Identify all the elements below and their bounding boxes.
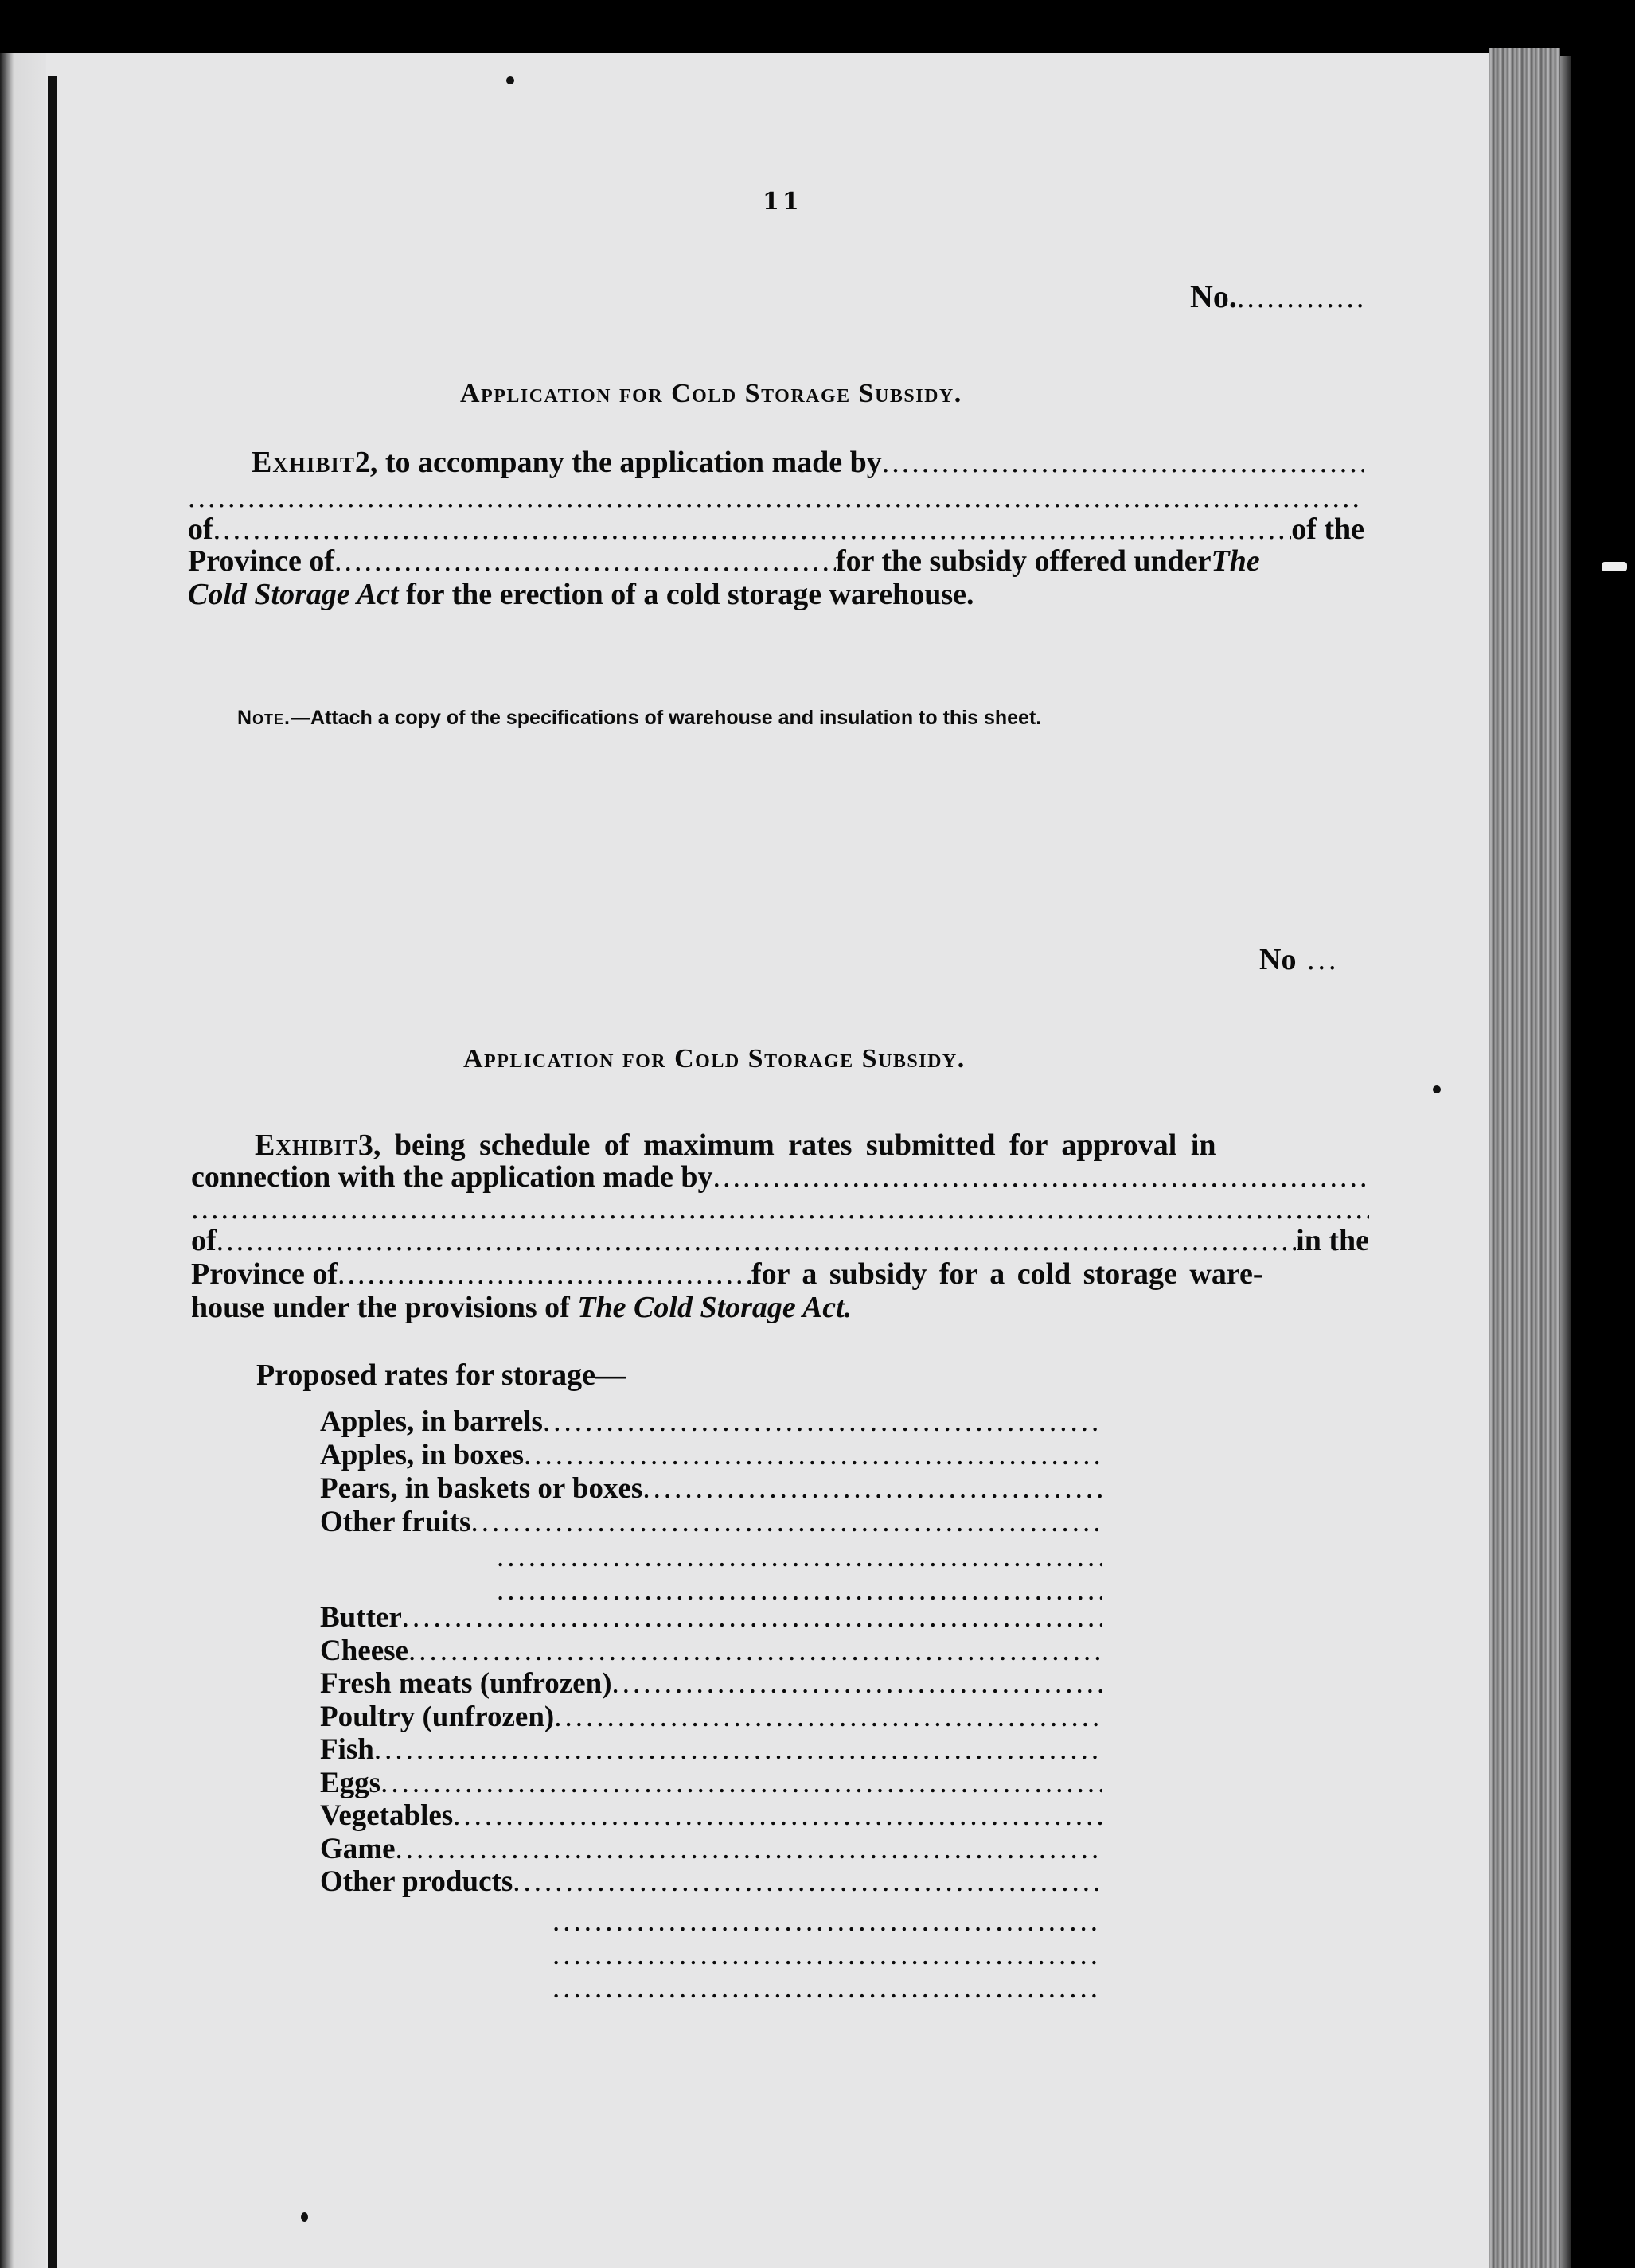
exhibit-3-line-4	[191, 1224, 1369, 1257]
rate-item-label: Fresh meats (unfrozen)	[320, 1667, 612, 1700]
line-text: Province of	[188, 544, 334, 578]
line-text: for the subsidy offered under	[835, 544, 1212, 578]
rate-item	[320, 1667, 1102, 1700]
edge-tab	[1602, 562, 1627, 571]
note-text: —Attach a copy of the specifications of warehouse and insulation to this sheet.	[291, 707, 1042, 729]
dot-leader	[402, 1601, 1102, 1634]
rate-item-label: Vegetables	[320, 1799, 454, 1832]
exhibit-2-line-3	[188, 512, 1364, 546]
dot-leader	[513, 1865, 1102, 1898]
dot-leader	[217, 1224, 1296, 1257]
dot-leader	[334, 544, 836, 578]
speck	[1433, 1085, 1441, 1093]
blank-rate-line	[497, 1541, 1102, 1573]
exhibit-2-line-5	[188, 578, 1364, 611]
speck	[506, 76, 514, 84]
exhibit-3-line-3	[191, 1192, 1369, 1226]
rate-item	[320, 1799, 1102, 1832]
number-label: No	[1259, 943, 1297, 976]
rate-item-label: Eggs	[320, 1766, 381, 1799]
dot-leader	[552, 1939, 1102, 1971]
rate-item	[320, 1701, 1102, 1733]
rate-item-label: Game	[320, 1832, 396, 1865]
rate-item-label: Other products	[320, 1865, 513, 1898]
act-title: The	[1211, 544, 1260, 578]
line-text: of the	[1291, 512, 1364, 546]
blank-rate-line	[552, 1905, 1102, 1938]
dot-leader	[470, 1506, 1102, 1538]
rate-item-label: Other fruits	[320, 1506, 471, 1538]
number-dots: ...	[1296, 943, 1340, 976]
rate-item-label: Fish	[320, 1733, 374, 1766]
exhibit-2-number	[1190, 280, 1364, 314]
line-text: in the	[1296, 1224, 1369, 1257]
rate-item	[320, 1472, 1102, 1505]
blank-rate-line	[552, 1939, 1102, 1971]
rate-item	[320, 1833, 1102, 1865]
dot-leader	[642, 1472, 1102, 1505]
exhibit-3-line-5	[191, 1257, 1369, 1291]
rate-item	[320, 1733, 1102, 1766]
line-text: 3, being schedule of maximum rates submitted for approval in	[357, 1128, 1216, 1162]
exhibit-2-line-1	[252, 446, 1364, 479]
page-stack-shadow	[1560, 56, 1571, 2268]
rate-item	[320, 1767, 1102, 1799]
exhibit-2-line-4	[188, 544, 1364, 578]
exhibit-3-line-2	[191, 1160, 1369, 1194]
rate-item	[320, 1635, 1102, 1667]
dot-leader	[1237, 281, 1364, 314]
line-text: of	[191, 1224, 217, 1257]
dot-leader	[396, 1833, 1102, 1865]
line-text: 2, to accompany the application made by	[354, 446, 882, 479]
dot-leader	[374, 1733, 1102, 1766]
exhibit-label: Exhibit	[252, 446, 355, 479]
dot-leader	[191, 1192, 1369, 1226]
rate-item	[320, 1439, 1102, 1471]
line-text: house under the provisions of	[191, 1291, 578, 1324]
dot-leader	[338, 1257, 751, 1291]
page-stack-edge	[1489, 48, 1560, 2268]
binding-spine	[48, 76, 57, 2268]
rate-item	[320, 1405, 1102, 1438]
dot-leader	[552, 1905, 1102, 1938]
line-text: of	[188, 512, 213, 546]
act-title: Cold Storage Act	[188, 578, 399, 611]
dot-leader	[552, 1972, 1102, 2005]
rate-item-label: Apples, in boxes	[320, 1439, 524, 1471]
dot-leader	[213, 512, 1292, 546]
line-text: connection with the application made by	[191, 1160, 713, 1194]
rate-item-label: Apples, in barrels	[320, 1405, 543, 1438]
rate-item-label: Pears, in baskets or boxes	[320, 1472, 643, 1505]
dot-leader	[453, 1799, 1102, 1832]
number-label: No.	[1190, 280, 1237, 314]
exhibit-3-number	[1259, 942, 1339, 977]
dot-leader	[524, 1439, 1102, 1471]
exhibit-3-line-6	[191, 1291, 1369, 1324]
rate-item	[320, 1865, 1102, 1898]
page-number: 11	[763, 188, 802, 216]
act-title: The Cold Storage Act.	[577, 1291, 853, 1324]
dot-leader	[554, 1701, 1102, 1733]
dot-leader	[543, 1405, 1102, 1438]
rates-intro: Proposed rates for storage—	[256, 1358, 626, 1392]
blank-rate-line	[552, 1972, 1102, 2005]
line-text: Province of	[191, 1257, 338, 1291]
line-text: for a subsidy for a cold storage ware-	[751, 1257, 1263, 1291]
left-page-edge	[0, 53, 46, 2268]
dot-leader	[408, 1635, 1102, 1667]
dot-leader	[882, 446, 1364, 479]
exhibit-3-heading: Application for Cold Storage Subsidy.	[463, 1044, 966, 1074]
exhibit-2-line-2	[188, 481, 1364, 514]
exhibit-3-line-1	[255, 1128, 1369, 1162]
note-label: Note.	[237, 707, 291, 729]
line-text: for the erection of a cold storage warehouse.	[398, 578, 974, 611]
speck	[301, 2212, 308, 2222]
exhibit-2-note	[237, 707, 1041, 730]
rate-item	[320, 1601, 1102, 1634]
rate-item-label: Poultry (unfrozen)	[320, 1700, 555, 1733]
rate-item	[320, 1506, 1102, 1538]
rate-item-label: Butter	[320, 1601, 402, 1634]
rate-item-label: Cheese	[320, 1634, 408, 1667]
dot-leader	[713, 1160, 1369, 1194]
exhibit-label: Exhibit	[255, 1128, 358, 1162]
dot-leader	[497, 1541, 1102, 1573]
dot-leader	[188, 481, 1364, 514]
exhibit-2-heading: Application for Cold Storage Subsidy.	[460, 379, 962, 408]
dot-leader	[612, 1667, 1102, 1700]
dot-leader	[380, 1767, 1102, 1799]
